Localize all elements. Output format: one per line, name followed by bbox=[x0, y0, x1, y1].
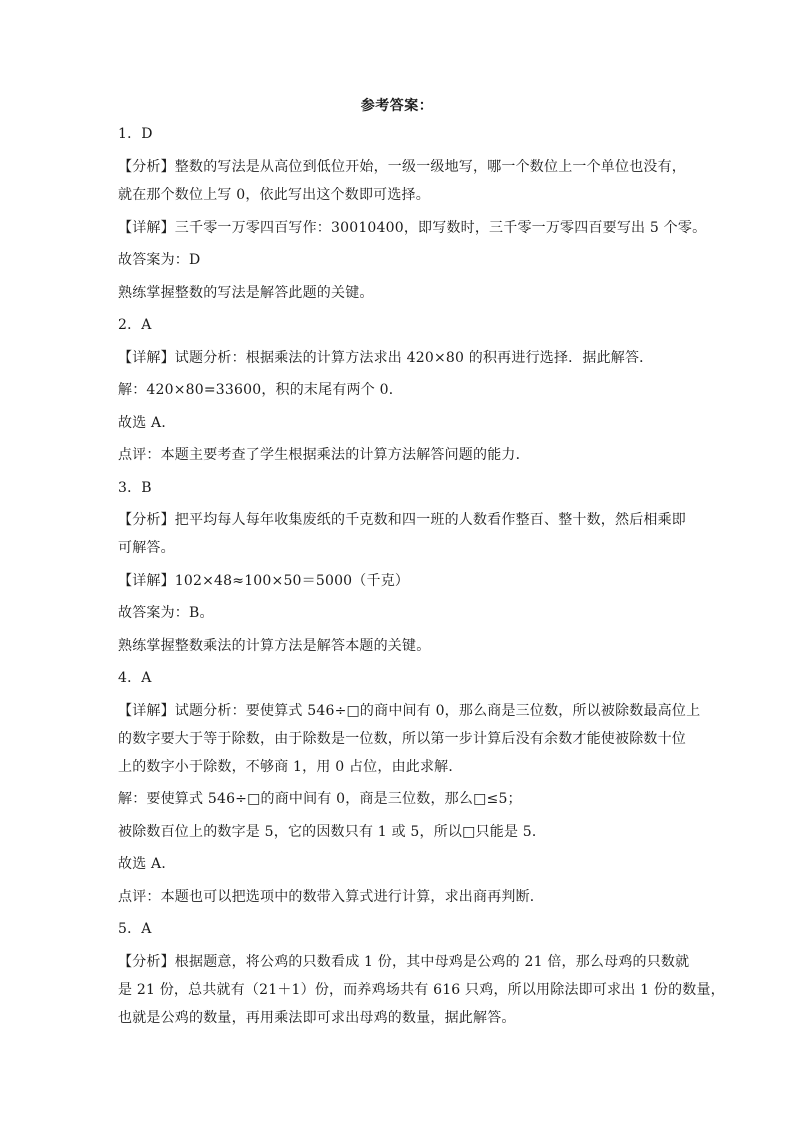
solution-line: 解：要使算式 546÷□的商中间有 0，商是三位数，那么□≤5； bbox=[118, 791, 522, 807]
analysis-line: 可解答。 bbox=[118, 540, 175, 556]
answer-line: 故选 A． bbox=[118, 856, 176, 872]
analysis-line: 是 21 份，总共就有（21＋1）份，而养鸡场共有 616 只鸡，所以用除法即可求出 1 份的数量， bbox=[118, 982, 725, 998]
analysis-line: 就在那个数位上写 0，依此写出这个数即可选择。 bbox=[118, 187, 430, 203]
detail-line: 【详解】试题分析：根据乘法的计算方法求出 420×80 的积再进行选择．据此解答． bbox=[118, 350, 654, 366]
answer-number-1: 1．D bbox=[118, 126, 153, 142]
answer-number-3: 3．B bbox=[118, 480, 152, 496]
answer-number-4: 4．A bbox=[118, 670, 152, 686]
answer-number-5: 5．A bbox=[118, 921, 152, 937]
answer-line: 故答案为：D bbox=[118, 252, 201, 268]
page-title: 参考答案： bbox=[360, 98, 434, 114]
detail-line: 【详解】三千零一万零四百写作：30010400，即写数时，三千零一万零四百要写出 5 个零。 bbox=[118, 220, 707, 236]
comment-line: 点评：本题也可以把选项中的数带入算式进行计算，求出商再判断． bbox=[118, 889, 544, 905]
summary-line: 熟练掌握整数乘法的计算方法是解答本题的关键。 bbox=[118, 638, 431, 654]
solution-line: 解：420×80=33600，积的末尾有两个 0． bbox=[118, 382, 403, 398]
analysis-line: 【分析】整数的写法是从高位到低位开始，一级一级地写，哪一个数位上一个单位也没有， bbox=[118, 159, 686, 175]
answer-line: 故答案为：B。 bbox=[118, 605, 214, 621]
detail-line: 【详解】102×48≈100×50＝5000（千克） bbox=[118, 573, 410, 589]
detail-line: 上的数字小于除数，不够商 1，用 0 占位，由此求解． bbox=[118, 759, 463, 775]
analysis-line: 【分析】根据题意，将公鸡的只数看成 1 份，其中母鸡是公鸡的 21 倍，那么母鸡的只数就 bbox=[118, 954, 690, 970]
analysis-line: 【分析】把平均每人每年收集废纸的千克数和四一班的人数看作整百、整十数，然后相乘即 bbox=[118, 512, 686, 528]
summary-line: 熟练掌握整数的写法是解答此题的关键。 bbox=[118, 285, 374, 301]
answer-line: 故选 A． bbox=[118, 415, 176, 431]
comment-line: 点评：本题主要考查了学生根据乘法的计算方法解答问题的能力． bbox=[118, 447, 530, 463]
answer-number-2: 2．A bbox=[118, 317, 152, 333]
analysis-line: 也就是公鸡的数量，再用乘法即可求出母鸡的数量，据此解答。 bbox=[118, 1010, 516, 1026]
detail-line: 的数字要大于等于除数，由于除数是一位数，所以第一步计算后没有余数才能使被除数十位 bbox=[118, 731, 686, 747]
solution-line: 被除数百位上的数字是 5，它的因数只有 1 或 5，所以□只能是 5． bbox=[118, 824, 547, 840]
detail-line: 【详解】试题分析：要使算式 546÷□的商中间有 0，那么商是三位数，所以被除数最高位上 bbox=[118, 703, 701, 719]
